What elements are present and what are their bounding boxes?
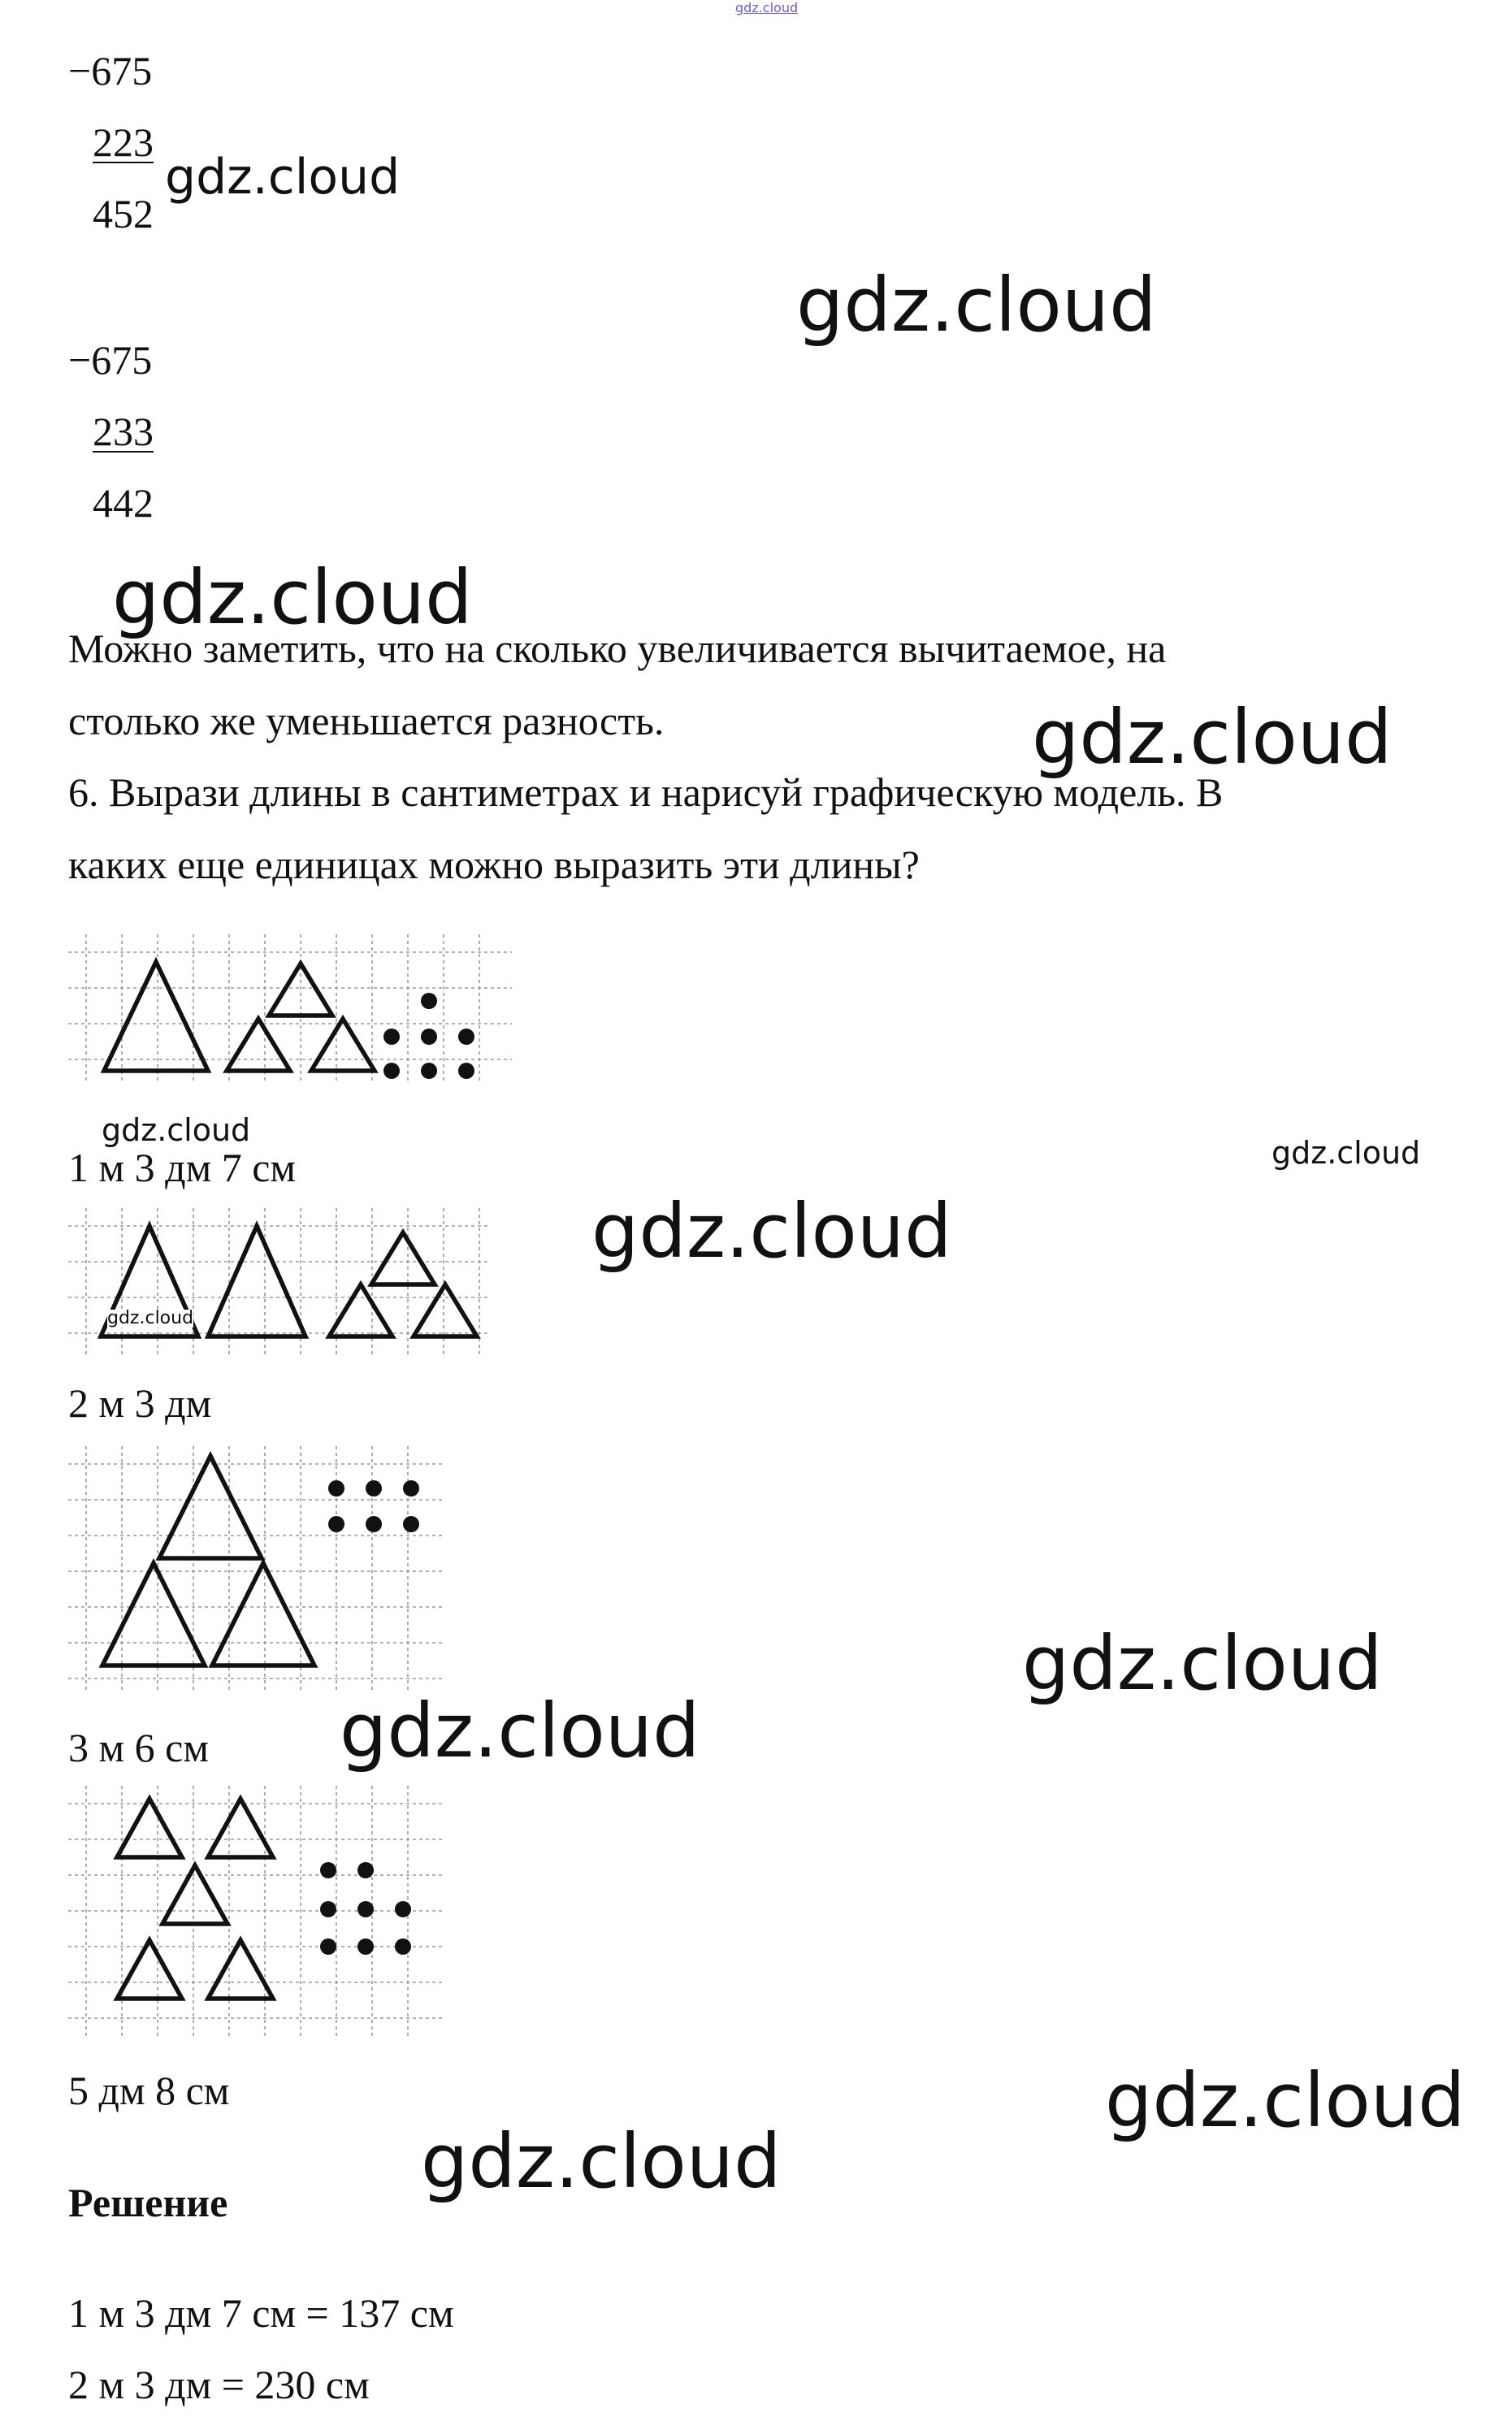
watermark: gdz.cloud [1022, 1620, 1383, 1707]
dot [357, 1862, 374, 1878]
calc2-result: 442 [93, 480, 154, 526]
small-triangle [414, 1284, 477, 1336]
watermark: gdz.cloud [102, 1112, 251, 1148]
calc1-subtrahend: 223 [93, 119, 154, 165]
small-triangle [208, 1940, 273, 1999]
calc2-minuend: −675 [68, 337, 153, 383]
dot [357, 1901, 374, 1917]
watermark: gdz.cloud [421, 2118, 782, 2205]
dot [328, 1480, 344, 1497]
model-2-figure [68, 1208, 491, 1354]
dot [421, 1063, 437, 1079]
dot [320, 1938, 336, 1955]
small-triangle [311, 1019, 375, 1071]
calc1-minuend: −675 [68, 48, 153, 93]
watermark-top: gdz.cloud [735, 0, 799, 15]
dot [403, 1516, 419, 1532]
solution-line-1: 1 м 3 дм 7 см = 137 см [68, 2290, 454, 2336]
calc1-result: 452 [93, 191, 154, 236]
model-2-label: 2 м 3 дм [68, 1380, 212, 1426]
observation-line-2: столько же уменьшается разность. [68, 698, 665, 743]
model-1-figure [68, 934, 512, 1081]
observation-line-1: Можно заметить, что на сколько увеличивается вычитаемое, на [68, 626, 1167, 671]
watermark: gdz.cloud [165, 149, 401, 206]
big-triangle [159, 1456, 262, 1558]
watermark: gdz.cloud [107, 1308, 194, 1328]
dot [421, 993, 437, 1009]
watermark: gdz.cloud [1032, 694, 1393, 781]
dot [458, 1029, 474, 1045]
dot [366, 1480, 382, 1497]
watermark: gdz.cloud [340, 1687, 700, 1774]
watermark: gdz.cloud [112, 554, 473, 641]
small-triangle [162, 1865, 227, 1924]
dot [383, 1063, 400, 1079]
dot [395, 1901, 411, 1917]
small-triangle [117, 1940, 182, 1999]
dot [366, 1516, 382, 1532]
grid [68, 1446, 442, 1690]
solution-line-2: 2 м 3 дм = 230 см [68, 2362, 370, 2407]
dot [320, 1862, 336, 1878]
small-triangle [208, 1799, 273, 1857]
small-triangle [371, 1232, 435, 1284]
model-1-label: 1 м 3 дм 7 см [68, 1145, 297, 1190]
model-3-label: 3 м 6 см [68, 1725, 209, 1770]
dot [357, 1938, 374, 1955]
watermark: gdz.cloud [1105, 2057, 1466, 2144]
solution-heading: Решение [68, 2180, 228, 2225]
dot [403, 1480, 419, 1497]
model-4-figure [68, 1786, 442, 2038]
model-4-label: 5 дм 8 см [68, 2068, 230, 2113]
calc2-subtrahend: 233 [93, 409, 154, 454]
small-triangle [329, 1284, 392, 1336]
small-triangle [117, 1799, 182, 1857]
big-triangle [208, 1226, 305, 1336]
dot [320, 1901, 336, 1917]
big-triangle [104, 962, 208, 1071]
dot [395, 1938, 411, 1955]
dot [458, 1063, 474, 1079]
watermark: gdz.cloud [1272, 1135, 1421, 1171]
model-3-figure [68, 1446, 442, 1690]
watermark: gdz.cloud [796, 262, 1157, 349]
watermark: gdz.cloud [591, 1188, 952, 1275]
small-triangle [227, 1019, 290, 1071]
big-triangle [212, 1563, 314, 1665]
task-line-1: 6. Вырази длины в сантиметрах и нарисуй графическую модель. В [68, 769, 1224, 815]
dot [421, 1029, 437, 1045]
dot [328, 1516, 344, 1532]
big-triangle [102, 1563, 205, 1665]
dot [383, 1029, 400, 1045]
task-line-2: каких еще единицах можно выразить эти длины? [68, 842, 920, 887]
